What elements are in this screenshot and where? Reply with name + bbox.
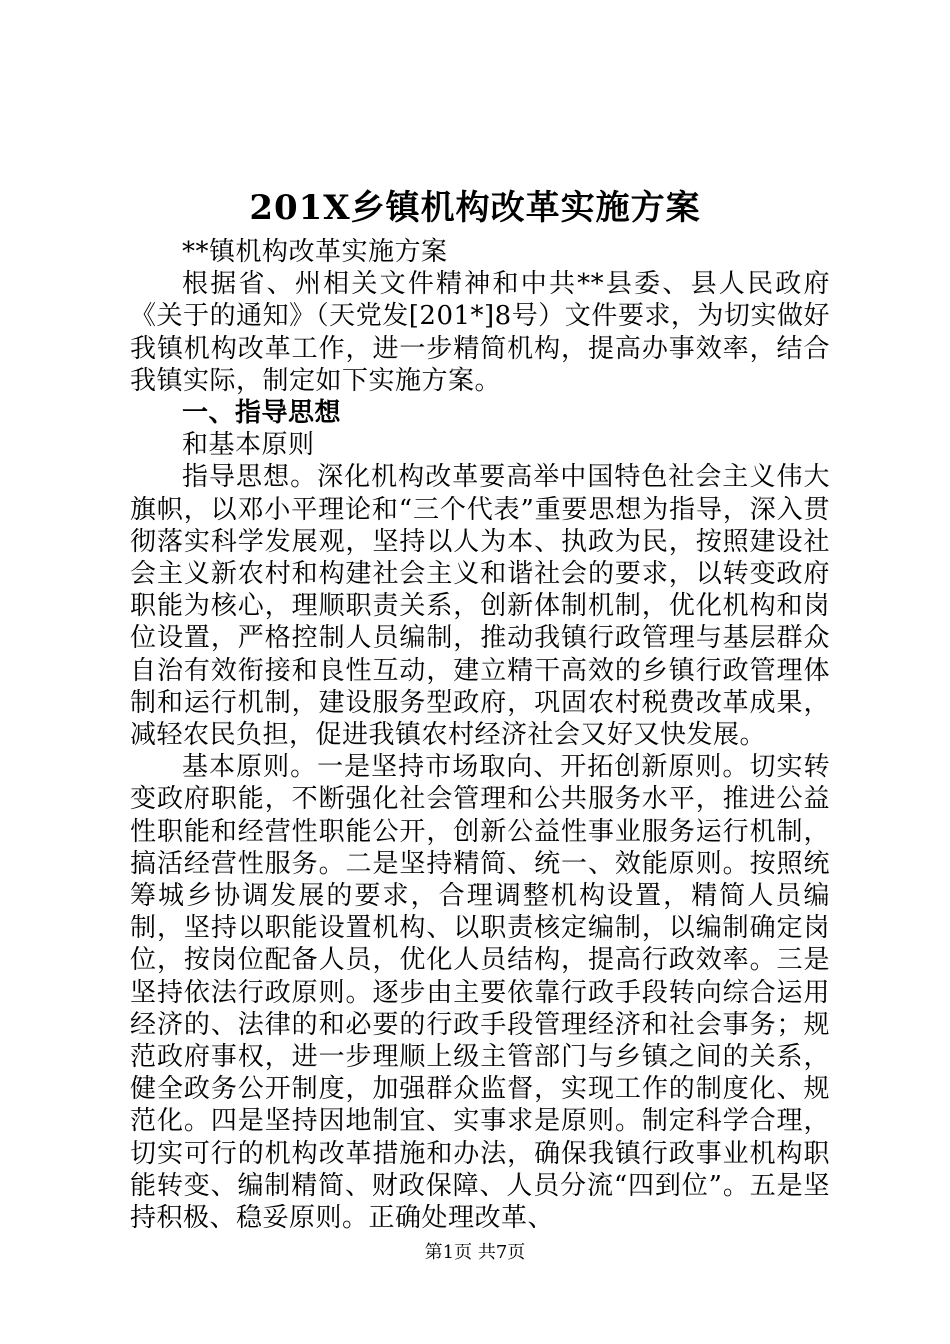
paragraph-intro: 根据省、州相关文件精神和中共**县委、县人民政府《关于的通知》（天党发[201*]8号）文件要求，为切实做好我镇机构改革工作，进一步精简机构，提高办事效率，结合我镇实际，制定如下实施方案。 <box>130 269 830 396</box>
paragraph-guiding-thought: 指导思想。深化机构改革要高举中国特色社会主义伟大旗帜，以邓小平理论和“三个代表”重要思想为指导，深入贯彻落实科学发展观，坚持以人为本、执政为民，按照建设社会主义新农村和构建社会主义和谐社会的要求，以转变政府职能为核心，理顺职责关系，创新体制机制，优化机构和岗位设置，严格控制人员编制，推动我镇行政管理与基层群众自治有效衔接和良性互动，建立精干高效的乡镇行政管理体制和运行机制，建设服务型政府，巩固农村税费改革成果，减轻农民负担，促进我镇农村经济社会又好又快发展。 <box>130 462 830 751</box>
section-heading: 一、指导思想 <box>182 398 342 429</box>
paragraph-basic-principles: 基本原则。一是坚持市场取向、开拓创新原则。切实转变政府职能，不断强化社会管理和公共服务水平，推进公益性职能和经营性职能公开，创新公益性事业服务运行机制，搞活经营性服务。二是坚持精简、统一、效能原则。按照统筹城乡协调发展的要求，合理调整机构设置，精简人员编制，坚持以职能设置机构、以职责核定编制，以编制确定岗位，按岗位配备人员，优化人员结构，提高行政效率。三是坚持依法行政原则。逐步由主要依靠行政手段转向综合运用经济的、法律的和必要的行政手段管理经济和社会事务；规范政府事权，进一步理顺上级主管部门与乡镇之间的关系，健全政务公开制度，加强群众监督，实现工作的制度化、规范化。四是坚持因地制宜、实事求是原则。制定科学合理，切实可行的机构改革措施和办法，确保我镇行政事业机构职能转变、编制精简、财政保障、人员分流“四到位”。五是坚持积极、稳妥原则。正确处理改革、 <box>130 752 830 1234</box>
document-title: 201X乡镇机构改革实施方案 <box>249 188 701 228</box>
document-body <box>130 236 830 1234</box>
page-footer: 第1页 共7页 <box>424 1242 526 1263</box>
document-subtitle: **镇机构改革实施方案 <box>182 237 448 267</box>
section-heading-continuation: 和基本原则 <box>182 430 315 461</box>
